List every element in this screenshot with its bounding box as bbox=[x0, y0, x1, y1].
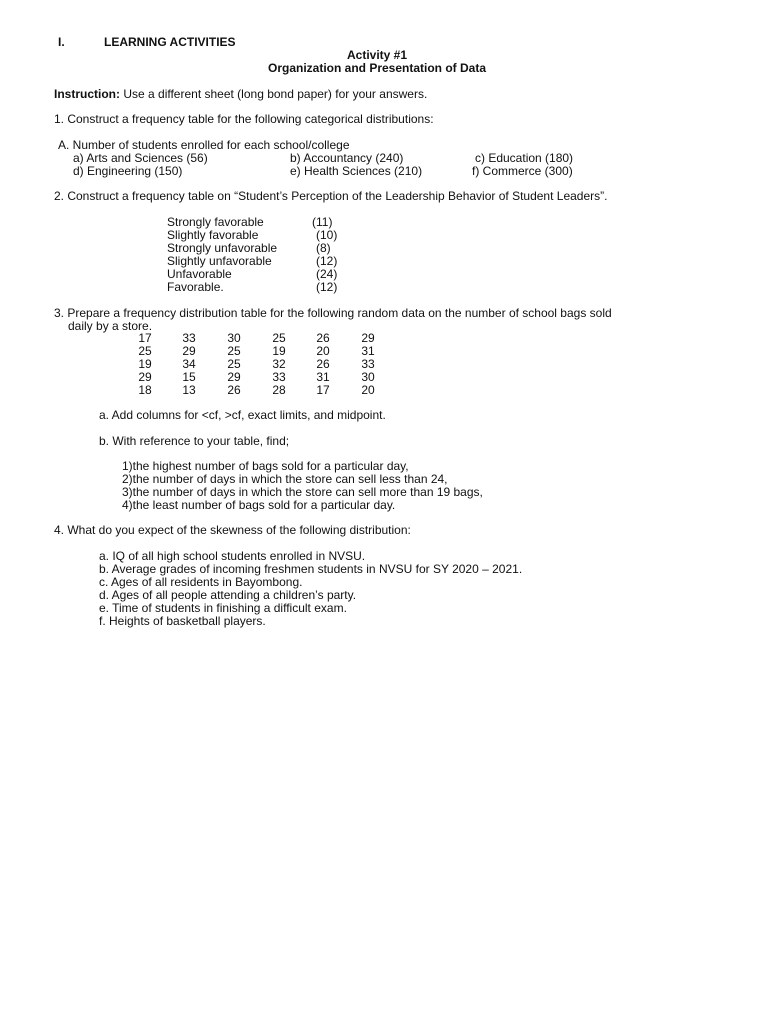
question-1-part-a: A. Number of students enrolled for each school/college bbox=[58, 138, 350, 152]
table-cell: 33 bbox=[182, 331, 196, 345]
question-1: 1. Construct a frequency table for the following categorical distributions: bbox=[54, 112, 434, 126]
table-cell: 29 bbox=[361, 331, 375, 345]
table-cell: 34 bbox=[182, 357, 196, 371]
table-cell: 30 bbox=[361, 370, 375, 384]
table-cell: 30 bbox=[227, 331, 241, 345]
perception-value: (11) bbox=[312, 215, 333, 229]
perception-value: (10) bbox=[316, 228, 338, 242]
section-title: LEARNING ACTIVITIES bbox=[104, 35, 236, 49]
question-4: 4. What do you expect of the skewness of the following distribution: bbox=[54, 523, 411, 537]
instruction-text: Use a different sheet (long bond paper) for your answers. bbox=[120, 87, 428, 101]
q4-item-b: b. Average grades of incoming freshmen students in NVSU for SY 2020 – 2021. bbox=[99, 562, 523, 576]
table-cell: 29 bbox=[138, 370, 152, 384]
question-2: 2. Construct a frequency table on “Student’s Perception of the Leadership Behavior of Student Leaders”. bbox=[54, 189, 608, 203]
q4-item-e: e. Time of students in finishing a difficult exam. bbox=[99, 601, 347, 615]
q1-item-b: b) Accountancy (240) bbox=[290, 151, 404, 165]
table-cell: 25 bbox=[138, 344, 152, 358]
table-cell: 28 bbox=[272, 383, 286, 397]
table-cell: 18 bbox=[138, 383, 152, 397]
perception-value: (12) bbox=[316, 280, 338, 294]
perception-label: Slightly unfavorable bbox=[167, 254, 272, 268]
table-cell: 25 bbox=[227, 357, 241, 371]
instruction bbox=[54, 88, 427, 101]
question-3: 3. Prepare a frequency distribution table for the following random data on the number of school bags sold bbox=[54, 306, 612, 320]
table-cell: 15 bbox=[182, 370, 196, 384]
activity-subtitle: Organization and Presentation of Data bbox=[267, 61, 487, 75]
q3-sub-item-3: 3)the number of days in which the store can sell more than 19 bags, bbox=[122, 485, 483, 499]
question-3-part-a: a. Add columns for <cf, >cf, exact limits, and midpoint. bbox=[99, 408, 386, 422]
q3-sub-item-4: 4)the least number of bags sold for a particular day. bbox=[122, 498, 396, 512]
perception-label: Strongly favorable bbox=[167, 215, 264, 229]
perception-label: Strongly unfavorable bbox=[167, 241, 278, 255]
q4-item-f: f. Heights of basketball players. bbox=[99, 614, 266, 628]
table-cell: 17 bbox=[316, 383, 330, 397]
q3-sub-item-1: 1)the highest number of bags sold for a particular day, bbox=[122, 459, 409, 473]
table-cell: 31 bbox=[316, 370, 330, 384]
question-3-part-b: b. With reference to your table, find; bbox=[99, 434, 290, 448]
q4-item-a: a. IQ of all high school students enrolled in NVSU. bbox=[99, 549, 366, 563]
table-cell: 31 bbox=[361, 344, 375, 358]
perception-value: (24) bbox=[316, 267, 338, 281]
q1-item-f: f) Commerce (300) bbox=[472, 164, 573, 178]
q1-item-a: a) Arts and Sciences (56) bbox=[73, 151, 208, 165]
q3-sub-item-2: 2)the number of days in which the store can sell less than 24, bbox=[122, 472, 448, 486]
instruction-label: Instruction: bbox=[54, 87, 120, 101]
question-3-continued: daily by a store. bbox=[68, 319, 153, 333]
table-cell: 19 bbox=[272, 344, 286, 358]
perception-label: Favorable. bbox=[167, 280, 224, 294]
table-cell: 26 bbox=[316, 357, 330, 371]
table-cell: 19 bbox=[138, 357, 152, 371]
table-cell: 13 bbox=[182, 383, 196, 397]
activity-title: Activity #1 bbox=[346, 48, 408, 62]
q4-item-c: c. Ages of all residents in Bayombong. bbox=[99, 575, 303, 589]
table-cell: 33 bbox=[272, 370, 286, 384]
table-cell: 32 bbox=[272, 357, 286, 371]
table-cell: 20 bbox=[316, 344, 330, 358]
table-cell: 29 bbox=[182, 344, 196, 358]
table-cell: 20 bbox=[361, 383, 375, 397]
table-cell: 25 bbox=[227, 344, 241, 358]
q1-item-d: d) Engineering (150) bbox=[73, 164, 183, 178]
perception-value: (12) bbox=[316, 254, 338, 268]
q1-item-e: e) Health Sciences (210) bbox=[290, 164, 423, 178]
table-cell: 29 bbox=[227, 370, 241, 384]
table-cell: 33 bbox=[361, 357, 375, 371]
table-cell: 26 bbox=[227, 383, 241, 397]
q4-item-d: d. Ages of all people attending a children’s party. bbox=[99, 588, 357, 602]
section-number: I. bbox=[58, 35, 65, 49]
perception-label: Slightly favorable bbox=[167, 228, 259, 242]
perception-label: Unfavorable bbox=[167, 267, 232, 281]
table-cell: 25 bbox=[272, 331, 286, 345]
table-cell: 17 bbox=[138, 331, 152, 345]
table-cell: 26 bbox=[316, 331, 330, 345]
perception-value: (8) bbox=[316, 241, 331, 255]
q1-item-c: c) Education (180) bbox=[475, 151, 574, 165]
